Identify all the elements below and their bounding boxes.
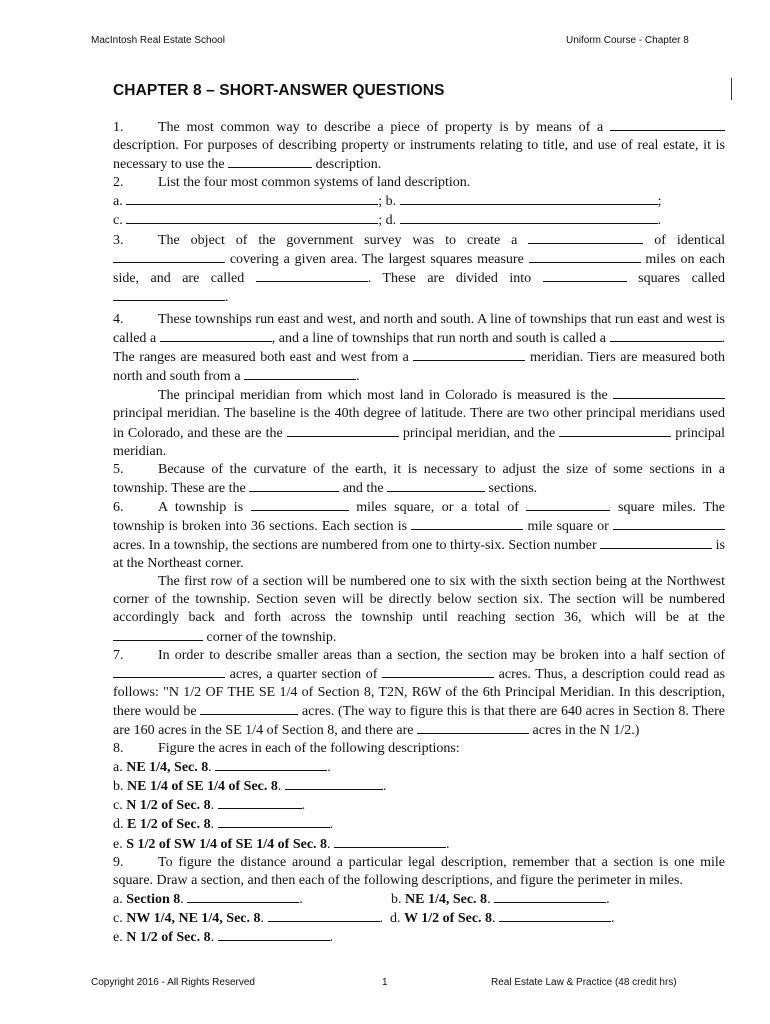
q7-text-4: acres. (The way to figure this is that there are 640 acres in Section 8. There are 160 acres in the SE 1/4 of Section 8, and there are: [113, 703, 725, 738]
page-title: CHAPTER 8 – SHORT-ANSWER QUESTIONS: [113, 82, 445, 99]
q2-row-ab: a. ; b. ;: [113, 194, 662, 210]
answer-blank[interactable]: [228, 155, 312, 168]
question-9: [113, 854, 725, 890]
q9-item-description: W 1/2 of Sec. 8: [404, 910, 493, 926]
q4-p2-text-3: principal meridian, and the: [402, 425, 556, 441]
q3-text-5: . These are divided into: [367, 270, 532, 286]
q4-text-1: These townships run east and west, and north and south. A line of townships that run east and west is called a: [113, 311, 725, 347]
answer-blank[interactable]: [413, 348, 525, 361]
q3-text-4: miles on each side, and are called: [113, 251, 725, 286]
q1-text-1: The most common way to describe a piece of property is by means of a: [158, 120, 604, 135]
question-3: 3. The object of the government survey was to create a of identical covering a given area. The largest squares measure miles on each side, and are called . These are divided into squares called .: [113, 232, 726, 305]
q9-text: To figure the distance around a particular legal description, remember that a section is one mile square. Draw a section, and then each of the following descriptions, and figure the perimeter in miles.: [113, 854, 725, 888]
question-8: [113, 740, 725, 758]
q2-label-b: b.: [385, 194, 397, 210]
q7-text-2: acres, a quarter section of: [229, 666, 378, 682]
q2-row-cd: c. ; d. .: [113, 213, 662, 229]
q6-text-6: is at the Northeast corner.: [113, 538, 725, 572]
q4-paragraph-2: [113, 386, 725, 460]
q5-text-1: Because of the curvature of the earth, it is necessary to adjust the size of some sections in a township. These are the: [113, 461, 725, 496]
q8-item-e: e. S 1/2 of SW 1/4 of SE 1/4 of Sec. 8. .: [113, 836, 450, 852]
q8-item-description: S 1/2 of SW 1/4 of SE 1/4 of Sec. 8: [126, 836, 328, 852]
q5-text-3: sections.: [488, 480, 538, 496]
answer-blank[interactable]: [499, 909, 611, 922]
q8-item-label: e.: [113, 836, 127, 852]
question-2: [113, 174, 725, 192]
q2-number: 2.: [113, 175, 124, 191]
q7-number: 7.: [113, 647, 124, 663]
q8-item-description: NE 1/4 of SE 1/4 of Sec. 8: [127, 779, 278, 795]
q1-text-3: description.: [315, 157, 382, 173]
q9-item-label: c.: [113, 910, 127, 926]
q6-number: 6.: [113, 499, 124, 515]
q2-label-c: c.: [113, 213, 123, 229]
q9-row-e: e. N 1/2 of Sec. 8. .: [113, 930, 334, 946]
q6-paragraph-2: [113, 573, 725, 646]
answer-blank[interactable]: [494, 890, 606, 903]
answer-blank[interactable]: [113, 628, 203, 641]
q4-p2-text-1: The principal meridian from which most land in Colorado is measured is the: [158, 388, 608, 404]
q3-text-3: covering a given area. The largest squares measure: [229, 251, 524, 267]
q9-item-label: e.: [113, 930, 127, 946]
q4-number: 4.: [113, 311, 124, 327]
q9-item-description: Section 8: [126, 891, 181, 907]
q6-p2-text-2: corner of the township.: [206, 629, 337, 645]
answer-blank[interactable]: [613, 517, 725, 530]
answer-blank[interactable]: [218, 796, 302, 809]
answer-blank[interactable]: [543, 269, 627, 282]
answer-blank[interactable]: [187, 890, 299, 903]
answer-blank[interactable]: [251, 498, 349, 511]
q8-item-label: c.: [113, 798, 127, 814]
q2-text: List the four most common systems of land description.: [158, 175, 471, 191]
answer-blank[interactable]: [268, 909, 380, 922]
q6-text-3: square miles. The township is broken into 36 sections. Each section is: [113, 499, 726, 534]
answer-blank[interactable]: [382, 665, 494, 678]
answer-blank[interactable]: [113, 250, 225, 263]
footer-course-title: Real Estate Law & Practice (48 credit hrs): [491, 977, 677, 988]
q8-item-a: a. NE 1/4, Sec. 8. .: [113, 760, 331, 776]
q2-label-a: a.: [113, 194, 123, 210]
answer-blank[interactable]: [526, 498, 610, 511]
q7-text-1: In order to describe smaller areas than a section, the section may be broken into a half section of: [158, 647, 725, 663]
answer-blank[interactable]: [559, 424, 671, 437]
q9-item-label: b.: [391, 891, 405, 907]
q3-text-2: of identical: [654, 232, 726, 248]
q8-item-description: E 1/2 of Sec. 8: [127, 817, 211, 833]
q1-text-2: description. For purposes of describing property or instruments relating to title, and use of real estate, it is necessary to use the: [113, 138, 725, 173]
q8-item-label: a.: [113, 760, 127, 776]
q8-item-description: N 1/2 of Sec. 8: [126, 798, 211, 814]
question-7: [113, 647, 725, 740]
answer-blank[interactable]: [287, 424, 399, 437]
question-1: [113, 118, 725, 174]
q3-number: 3.: [113, 232, 124, 248]
q3-text-1: The object of the government survey was to create a: [158, 232, 518, 248]
q6-text-1: A township is: [158, 499, 244, 515]
q4-text-3: . The ranges are measured both east and west from a: [113, 331, 725, 366]
q6-p2-text-1: The first row of a section will be numbered one to six with the sixth section being at the Northwest corner of the township. Section seven will be directly below section six. The section will be numbered accordingly back and forth across the township until reaching section 36, which will be at the: [113, 574, 725, 626]
q9-item-description: N 1/2 of Sec. 8: [126, 930, 211, 946]
q8-item-c: c. N 1/2 of Sec. 8. .: [113, 798, 306, 814]
answer-blank[interactable]: [200, 702, 298, 715]
answer-blank[interactable]: [256, 269, 368, 282]
q2-label-d: d.: [385, 213, 397, 229]
q9-item-description: NW 1/4, NE 1/4, Sec. 8: [126, 910, 261, 926]
answer-blank[interactable]: [613, 386, 725, 399]
answer-blank[interactable]: [528, 231, 643, 244]
answer-blank[interactable]: [160, 329, 272, 342]
answer-blank[interactable]: [400, 192, 658, 205]
text-cursor-bar: [731, 78, 732, 100]
question-6: [113, 498, 725, 573]
q8-text: Figure the acres in each of the following descriptions:: [158, 741, 460, 757]
answer-blank[interactable]: [387, 479, 485, 492]
header-course: Uniform Course - Chapter 8: [566, 35, 689, 46]
q9-item-description: NE 1/4, Sec. 8: [405, 891, 488, 907]
answer-blank[interactable]: [113, 288, 225, 301]
footer-copyright: Copyright 2016 - All Rights Reserved: [91, 977, 255, 988]
q1-number: 1.: [113, 120, 124, 135]
answer-blank[interactable]: [610, 118, 725, 131]
q8-number: 8.: [113, 741, 124, 757]
answer-blank[interactable]: [126, 211, 378, 224]
answer-blank[interactable]: [218, 928, 330, 941]
q4-p2-text-2: principal meridian. The baseline is the 40th degree of latitude. There are two other principal meridians used in Colorado, and these are the: [113, 406, 725, 441]
answer-blank[interactable]: [400, 211, 658, 224]
q3-text-6: squares called: [638, 270, 726, 286]
answer-blank[interactable]: [417, 721, 529, 734]
q6-text-4: mile square or: [527, 518, 609, 534]
q8-item-label: b.: [113, 779, 127, 795]
q5-text-2: and the: [342, 480, 384, 496]
q9-row-ab: a. Section 8. . b. NE 1/4, Sec. 8. .: [113, 891, 610, 907]
answer-blank[interactable]: [126, 192, 378, 205]
q4-p2-text-4: principal meridian.: [113, 425, 726, 459]
question-4: 4. These townships run east and west, and north and south. A line of townships that run east and west is called a , and a line of townships that run north and south is called a . The ranges are measured both east and west from a meridian. Tiers are measured both north and south from a .: [113, 311, 726, 385]
answer-blank[interactable]: [113, 665, 225, 678]
question-5: [113, 461, 725, 498]
q9-row-cd: c. NW 1/4, NE 1/4, Sec. 8. . d. W 1/2 of Sec. 8. .: [113, 910, 615, 926]
q7-text-5: acres in the N 1/2.): [532, 723, 640, 738]
q8-item-d: d. E 1/2 of Sec. 8. .: [113, 817, 334, 833]
q4-text-4: meridian. Tiers are measured both north and south from a: [113, 350, 726, 385]
answer-blank[interactable]: [215, 758, 327, 771]
q9-item-label: d.: [390, 910, 405, 926]
answer-blank[interactable]: [218, 815, 330, 828]
answer-blank[interactable]: [529, 250, 641, 263]
q9-item-label: a.: [113, 891, 127, 907]
q9-number: 9.: [113, 854, 124, 870]
header-school: MacIntosh Real Estate School: [91, 35, 225, 46]
q5-number: 5.: [113, 461, 124, 477]
answer-blank[interactable]: [334, 835, 446, 848]
q8-item-description: NE 1/4, Sec. 8: [126, 760, 209, 776]
answer-blank[interactable]: [600, 536, 712, 549]
footer-page-number: 1: [382, 977, 388, 988]
answer-blank[interactable]: [411, 517, 523, 530]
answer-blank[interactable]: [244, 367, 356, 380]
answer-blank[interactable]: [249, 479, 339, 492]
q6-text-5: acres. In a township, the sections are numbered from one to thirty-six. Section number: [113, 538, 597, 554]
answer-blank[interactable]: [285, 777, 383, 790]
q4-text-2: , and a line of townships that run north and south is called a: [271, 331, 606, 347]
q8-item-label: d.: [113, 817, 127, 833]
answer-blank[interactable]: [610, 329, 722, 342]
q8-item-b: b. NE 1/4 of SE 1/4 of Sec. 8. .: [113, 779, 387, 795]
questions-body: [113, 118, 725, 947]
q7-text-3: acres. Thus, a description could read as follows: "N 1/2 OF THE SE 1/4 of Section 8, T2N, R6W of the 6th Principal Meridian. In this description, there would be: [113, 666, 726, 719]
q6-text-2: miles square, or a total of: [356, 499, 519, 515]
